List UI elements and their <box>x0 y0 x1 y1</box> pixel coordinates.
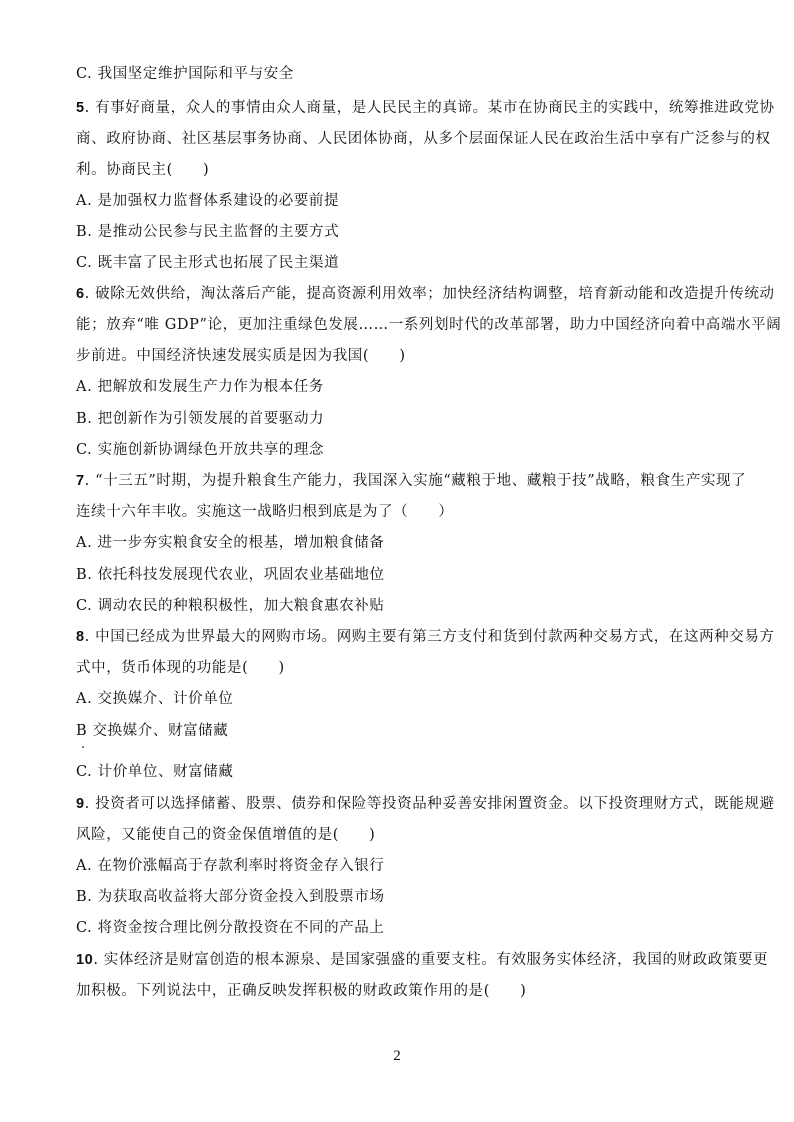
q9-option-b: B. 为获取高收益将大部分资金投入到股票市场 <box>76 889 385 905</box>
question-text: . 实体经济是财富创造的根本源泉、是国家强盛的重要支柱。有效服务实体经济，我国的财政政策要更 <box>93 952 769 968</box>
question-text: . 破除无效供给，淘汰落后产能，提高资源利用效率；加快经济结构调整，培育新动能和改造提升传统动 <box>84 286 775 302</box>
q6-option-c: C. 实施创新协调绿色开放共享的理念 <box>76 442 325 458</box>
question-number: 10 <box>76 952 94 968</box>
question-number: 7 <box>76 473 85 489</box>
q7-stem-line-2: 连续十六年丰收。实施这一战略归根到底是为了（ ） <box>76 504 454 520</box>
q8-option-b: B 交换媒介、财富储藏 <box>76 723 229 739</box>
question-number: 6 <box>76 286 85 302</box>
q9-stem-line-2: 风险，又能使自己的资金保值增值的是( ) <box>76 827 376 843</box>
q8-option-a: A. 交换媒介、计价单位 <box>76 691 234 707</box>
q7-option-a: A. 进一步夯实粮食安全的根基，增加粮食储备 <box>76 535 385 551</box>
q5-option-b: B. 是推动公民参与民主监督的主要方式 <box>76 224 340 240</box>
q9-stem-line-1 <box>76 794 775 814</box>
scan-dot <box>82 746 84 748</box>
q6-stem-line-1 <box>76 284 775 304</box>
q7-option-b: B. 依托科技发展现代农业，巩固农业基础地位 <box>76 567 385 583</box>
question-number: 5 <box>76 100 85 116</box>
question-text: . “十三五”时期，为提升粮食生产能力，我国深入实施“藏粮于地、藏粮于技”战略，粮食生产实现了 <box>84 473 747 489</box>
question-number: 8 <box>76 629 85 645</box>
q5-option-a: A. 是加强权力监督体系建设的必要前提 <box>76 193 340 209</box>
q5-stem-line-2: 商、政府协商、社区基层事务协商、人民团体协商，从多个层面保证人民在政治生活中享有广泛参与的权 <box>76 131 771 147</box>
q9-option-a: A. 在物价涨幅高于存款利率时将资金存入银行 <box>76 858 385 874</box>
q10-stem-line-1 <box>76 950 768 970</box>
q6-option-b: B. 把创新作为引领发展的首要驱动力 <box>76 411 325 427</box>
q4-option-c: C. 我国坚定维护国际和平与安全 <box>76 66 294 82</box>
q6-option-a: A. 把解放和发展生产力作为根本任务 <box>76 379 324 395</box>
question-text: . 投资者可以选择储蓄、股票、债券和保险等投资品种妥善安排闲置资金。以下投资理财方式，既能规避 <box>84 796 775 812</box>
q9-option-c: C. 将资金按合理比例分散投资在不同的产品上 <box>76 920 385 936</box>
q6-stem-line-3: 步前进。中国经济快速发展实质是因为我国( ) <box>76 348 406 364</box>
question-text: . 有事好商量，众人的事情由众人商量，是人民民主的真谛。某市在协商民主的实践中，统筹推进政党协 <box>84 100 775 116</box>
q5-stem-line-3: 利。协商民主( ) <box>76 162 210 178</box>
page-number: 2 <box>393 1048 401 1064</box>
q8-stem-line-2: 式中，货币体现的功能是( ) <box>76 660 285 676</box>
q5-option-c: C. 既丰富了民主形式也拓展了民主渠道 <box>76 255 340 271</box>
question-number: 9 <box>76 796 85 812</box>
q6-stem-line-2: 能；放弃“唯 GDP”论，更加注重绿色发展……一系列划时代的改革部署，助力中国经济向着中高端水平阔 <box>76 317 782 333</box>
q10-stem-line-2: 加积极。下列说法中，正确反映发挥积极的财政政策作用的是( ) <box>76 983 527 999</box>
question-text: . 中国已经成为世界最大的网购市场。网购主要有第三方支付和货到付款两种交易方式，在这两种交易方 <box>84 629 775 645</box>
q7-stem-line-1 <box>76 471 746 491</box>
q7-option-c: C. 调动农民的种粮积极性，加大粮食惠农补贴 <box>76 598 385 614</box>
q8-stem-line-1 <box>76 627 775 647</box>
q8-option-c: C. 计价单位、财富储藏 <box>76 764 234 780</box>
q5-stem-line-1 <box>76 98 775 118</box>
